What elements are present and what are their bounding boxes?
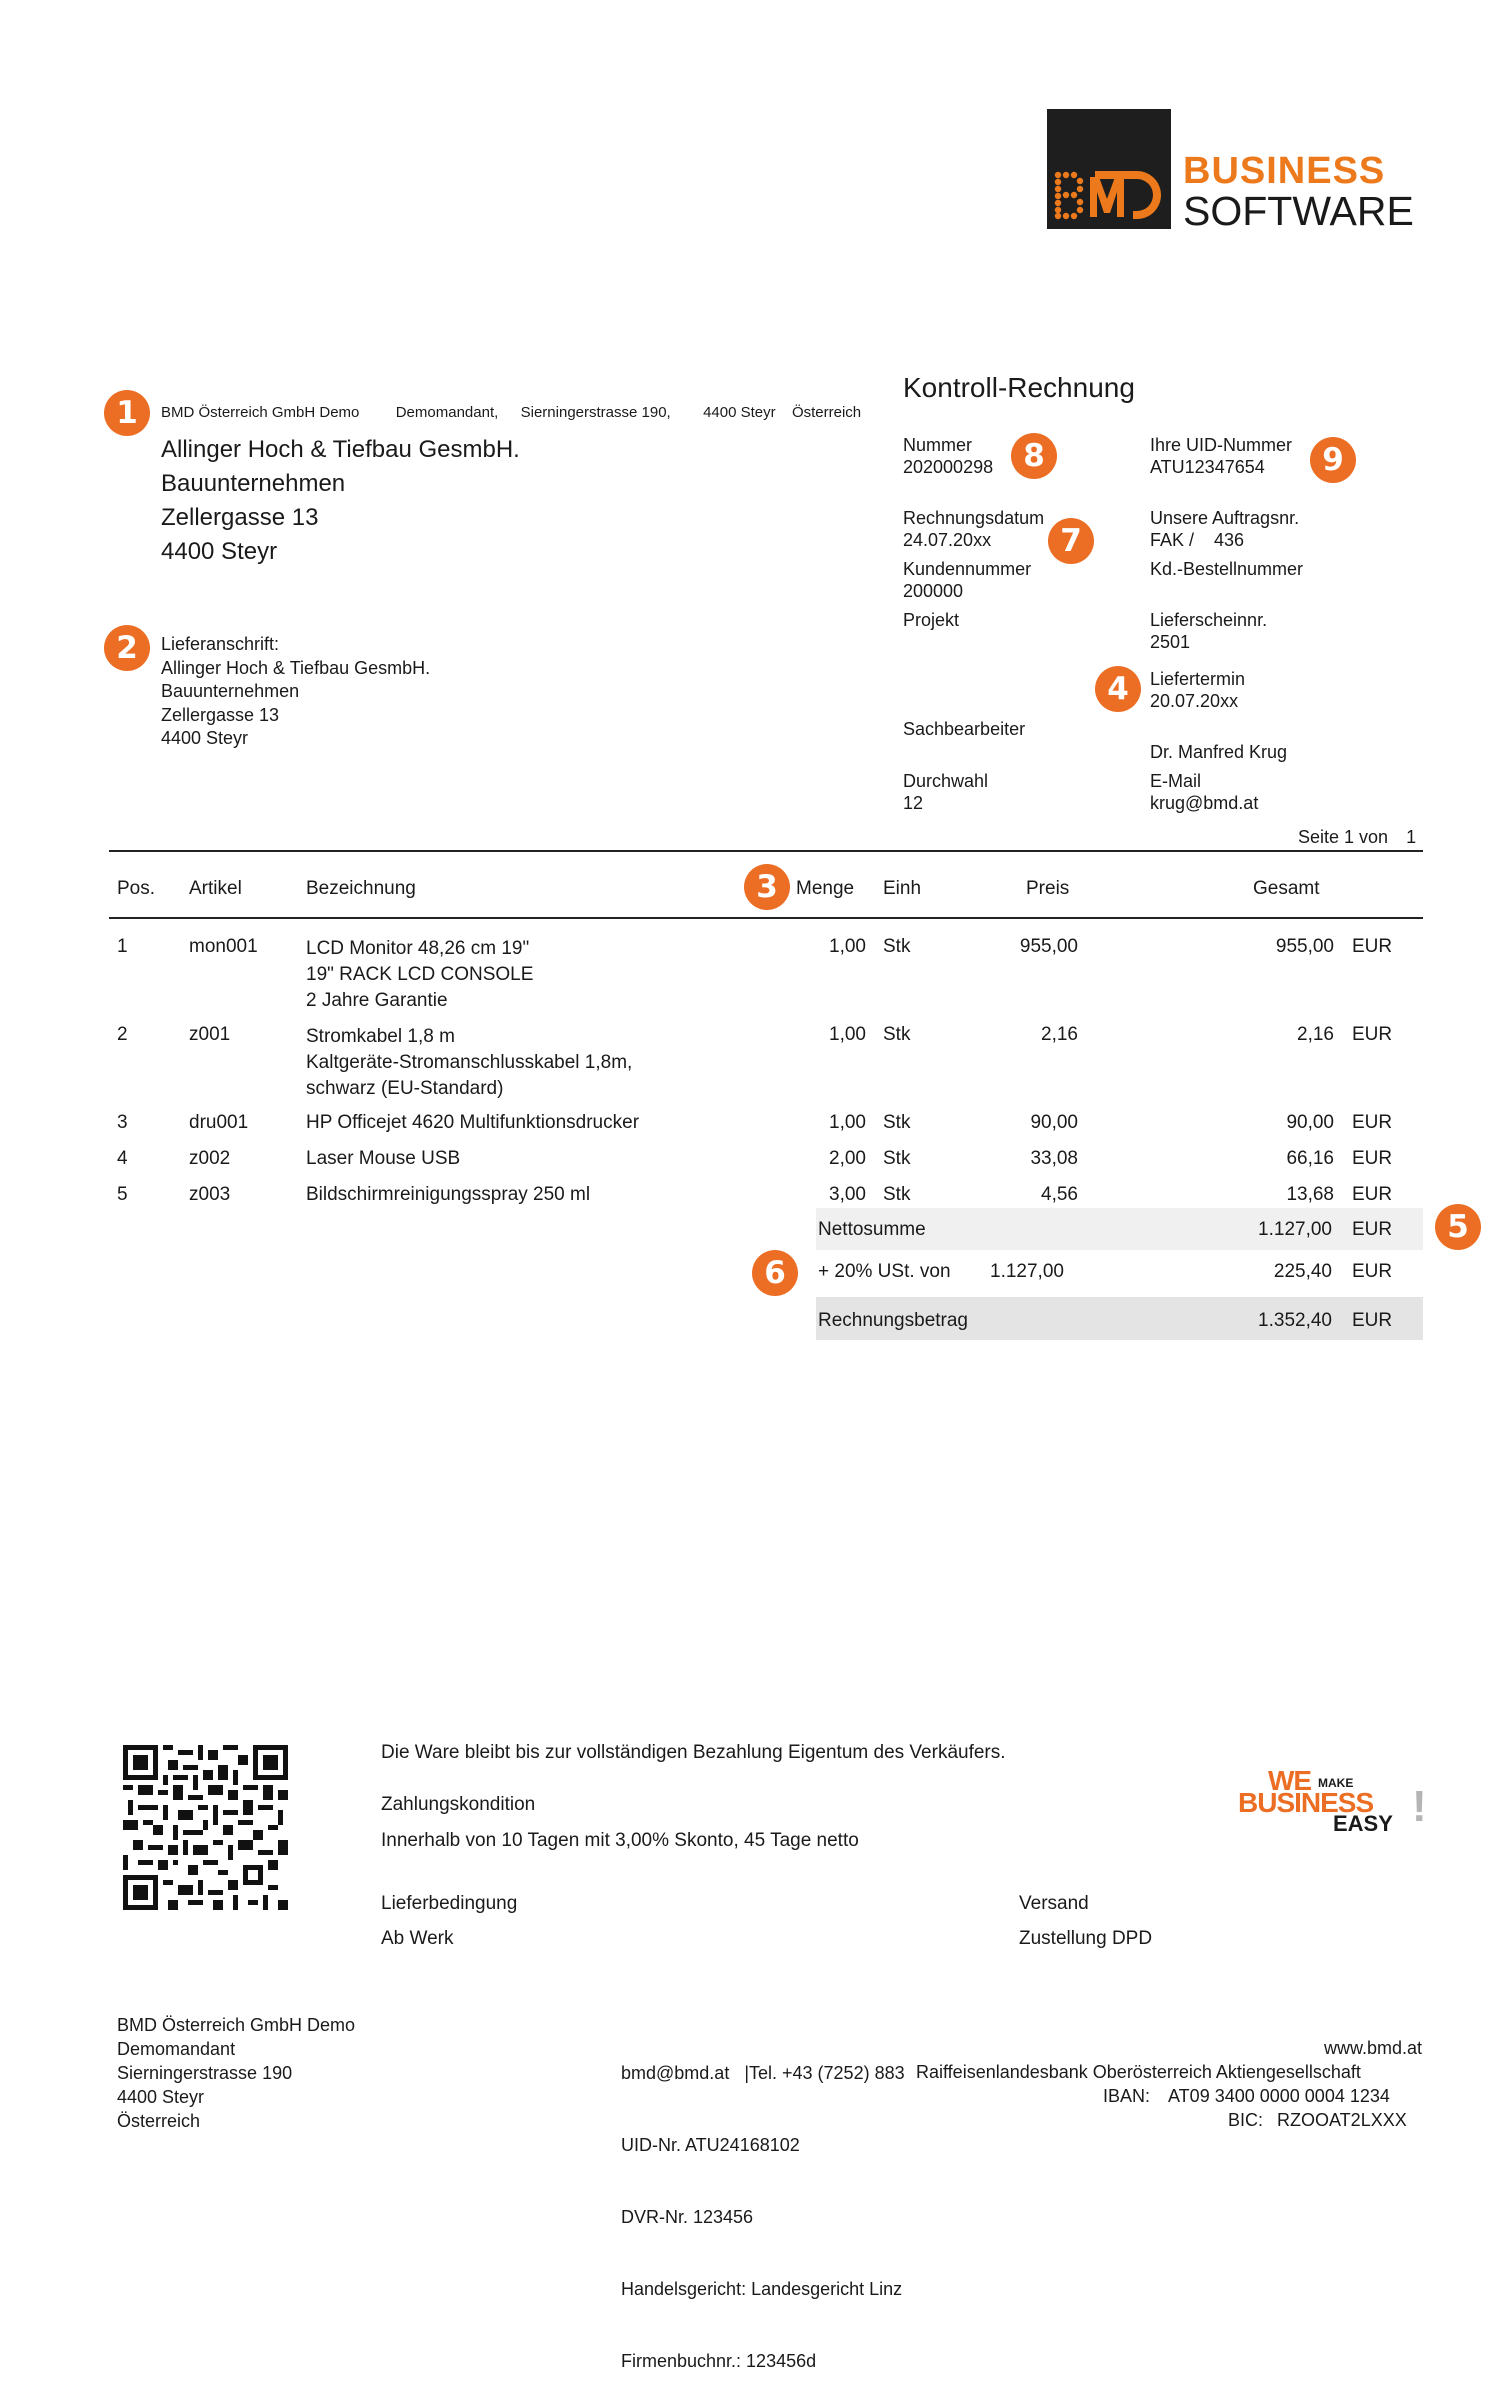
sender-client: Demomandant, xyxy=(395,404,499,421)
net-total-currency: EUR xyxy=(1352,1219,1393,1240)
sender-street: Sierningerstrasse 190, xyxy=(520,404,671,421)
row-currency: EUR xyxy=(1352,1148,1393,1169)
footer-website-link[interactable]: www.bmd.at xyxy=(1323,2038,1422,2058)
email-label: E-Mail xyxy=(1150,771,1202,791)
uid-value: ATU12347654 xyxy=(1150,457,1265,477)
order-number-value: FAK / 436 xyxy=(1150,530,1245,550)
delivery-date-value: 20.07.20xx xyxy=(1150,691,1239,711)
payment-terms-value: Innerhalb von 10 Tagen mit 3,00% Skonto, 45 Tage netto xyxy=(381,1830,859,1851)
recipient-line: Allinger Hoch & Tiefbau GesmbH. xyxy=(161,436,520,463)
project-label: Projekt xyxy=(903,610,960,630)
footer-line: BMD Österreich GmbH Demo xyxy=(117,2015,356,2035)
email-value: krug@bmd.at xyxy=(1150,793,1259,813)
slogan-business: BUSINESS xyxy=(1238,1787,1374,1818)
iban-label: IBAN: xyxy=(1103,2086,1151,2106)
slogan-make: MAKE xyxy=(1318,1776,1354,1790)
extension-label: Durchwahl xyxy=(903,771,989,791)
row-article: z001 xyxy=(189,1024,231,1045)
shipping-label: Versand xyxy=(1019,1893,1089,1914)
vat-value: 225,40 xyxy=(1273,1261,1332,1282)
delivery-terms-label: Lieferbedingung xyxy=(381,1893,518,1914)
annotation-badge-8: 8 xyxy=(1011,433,1057,479)
annotation-badge-5: 5 xyxy=(1435,1204,1481,1250)
uid-label: Ihre UID-Nummer xyxy=(1150,435,1293,455)
delivery-line: 4400 Steyr xyxy=(161,728,249,748)
row-currency: EUR xyxy=(1352,936,1393,957)
row-total: 90,00 xyxy=(1286,1112,1334,1133)
delivery-note-label: Lieferscheinnr. xyxy=(1150,610,1268,630)
row-unit: Stk xyxy=(883,936,911,957)
sender-company: BMD Österreich GmbH Demo xyxy=(161,404,360,421)
row-unit: Stk xyxy=(883,1148,911,1169)
row-article: z002 xyxy=(189,1148,231,1169)
delivery-line: Zellergasse 13 xyxy=(161,704,280,725)
net-total-value: 1.127,00 xyxy=(1258,1219,1332,1240)
row-price: 33,08 xyxy=(1030,1148,1078,1169)
delivery-note-value: 2501 xyxy=(1150,632,1191,652)
row-currency: EUR xyxy=(1352,1184,1393,1205)
row-price: 4,56 xyxy=(1041,1184,1078,1205)
footer-company-address xyxy=(117,2013,355,2133)
row-pos: 4 xyxy=(117,1148,128,1169)
shipping-value: Zustellung DPD xyxy=(1019,1928,1153,1949)
logo-business-text: BUSINESS xyxy=(1183,150,1386,192)
row-unit: Stk xyxy=(883,1112,911,1133)
gross-total-currency: EUR xyxy=(1352,1310,1393,1331)
footer-line: Sierningerstrasse 190 xyxy=(117,2063,293,2083)
row-total: 66,16 xyxy=(1286,1148,1334,1169)
col-header-price: Preis xyxy=(1026,878,1070,899)
footer-line: Demomandant xyxy=(117,2039,236,2059)
row-description-line: Kaltgeräte-Stromanschlusskabel 1,8m, xyxy=(306,1052,633,1073)
order-number-label: Unsere Auftragsnr. xyxy=(1150,508,1300,528)
annotation-badge-9: 9 xyxy=(1310,437,1356,483)
delivery-date-label: Liefertermin xyxy=(1150,669,1246,689)
table-top-rule xyxy=(109,850,1423,852)
sender-line xyxy=(161,404,861,421)
annotation-badge-3: 3 xyxy=(744,864,790,910)
footer-iban xyxy=(1103,2085,1390,2107)
page-total: 1 xyxy=(1406,827,1417,847)
footer-court: Handelsgericht: Landesgericht Linz xyxy=(621,2279,903,2299)
payment-terms-label: Zahlungskondition xyxy=(381,1794,536,1815)
clerk-label: Sachbearbeiter xyxy=(903,719,1026,739)
row-qty: 3,00 xyxy=(829,1184,866,1205)
customer-number-value: 200000 xyxy=(903,581,964,601)
row-description-line: Stromkabel 1,8 m xyxy=(306,1026,455,1047)
row-qty: 1,00 xyxy=(829,1112,866,1133)
retention-notice: Die Ware bleibt bis zur vollständigen Bezahlung Eigentum des Verkäufers. xyxy=(381,1742,1006,1763)
row-description: HP Officejet 4620 Multifunktionsdrucker xyxy=(306,1112,640,1133)
footer-register: Firmenbuchnr.: 123456d xyxy=(621,2351,817,2371)
row-pos: 5 xyxy=(117,1184,128,1205)
row-description: Laser Mouse USB xyxy=(306,1148,461,1169)
annotation-badge-7: 7 xyxy=(1048,518,1094,564)
row-article: mon001 xyxy=(189,936,258,957)
bmd-letters-icon xyxy=(1047,109,1171,229)
annotation-badge-6: 6 xyxy=(752,1250,798,1296)
row-pos: 3 xyxy=(117,1112,128,1133)
gross-total-value: 1.352,40 xyxy=(1258,1310,1332,1331)
po-number-label: Kd.-Bestellnummer xyxy=(1150,559,1304,579)
col-header-pos: Pos. xyxy=(117,878,156,899)
row-total: 955,00 xyxy=(1275,936,1334,957)
row-total: 13,68 xyxy=(1286,1184,1334,1205)
page-label: Seite 1 von xyxy=(1298,827,1389,847)
row-price: 90,00 xyxy=(1030,1112,1078,1133)
delivery-address xyxy=(161,633,430,751)
row-description-line: 2 Jahre Garantie xyxy=(306,990,448,1011)
clerk-name: Dr. Manfred Krug xyxy=(1150,742,1288,762)
row-price: 955,00 xyxy=(1019,936,1078,957)
row-article: z003 xyxy=(189,1184,231,1205)
slogan-exclamation: ! xyxy=(1412,1782,1427,1831)
bmd-logo-mark xyxy=(1047,109,1171,229)
invoice-number-value: 202000298 xyxy=(903,457,994,477)
gross-total-label: Rechnungsbetrag xyxy=(818,1310,968,1331)
col-header-unit: Einh xyxy=(883,878,922,899)
row-qty: 1,00 xyxy=(829,1024,866,1045)
invoice-date-value: 24.07.20xx xyxy=(903,530,992,550)
annotation-badge-1: 1 xyxy=(104,390,150,436)
row-currency: EUR xyxy=(1352,1112,1393,1133)
footer-contact[interactable]: bmd@bmd.at |Tel. +43 (7252) 883 xyxy=(621,2063,905,2083)
row-pos: 1 xyxy=(117,936,128,957)
row-description-line: schwarz (EU-Standard) xyxy=(306,1078,504,1099)
table-header-rule xyxy=(109,917,1423,919)
footer-dvr: DVR-Nr. 123456 xyxy=(621,2207,754,2227)
row-unit: Stk xyxy=(883,1184,911,1205)
col-header-qty: Menge xyxy=(796,878,855,899)
vat-label: + 20% USt. von xyxy=(818,1261,951,1282)
annotation-badge-4: 4 xyxy=(1095,666,1141,712)
sender-city: 4400 Steyr xyxy=(703,404,776,421)
row-qty: 2,00 xyxy=(829,1148,866,1169)
row-price: 2,16 xyxy=(1041,1024,1078,1045)
delivery-line: Bauunternehmen xyxy=(161,681,300,701)
row-qty: 1,00 xyxy=(829,936,866,957)
delivery-line: Allinger Hoch & Tiefbau GesmbH. xyxy=(161,657,431,678)
invoice-number-label: Nummer xyxy=(903,435,973,455)
customer-number-label: Kundennummer xyxy=(903,559,1032,579)
qr-code-icon xyxy=(123,1745,288,1910)
iban-value: AT09 3400 0000 0004 1234 xyxy=(1168,2086,1390,2106)
col-header-total: Gesamt xyxy=(1253,878,1320,899)
row-description xyxy=(306,936,533,1014)
vat-currency: EUR xyxy=(1352,1261,1393,1282)
footer-bank-name: Raiffeisenlandesbank Oberösterreich Aktiengesellschaft xyxy=(916,2062,1361,2082)
row-description: Bildschirmreinigungsspray 250 ml xyxy=(306,1184,591,1205)
recipient-line: Zellergasse 13 xyxy=(161,504,319,531)
bic-value: RZOOAT2LXXX xyxy=(1277,2110,1407,2130)
delivery-terms-value: Ab Werk xyxy=(381,1928,454,1949)
slogan-easy: EASY xyxy=(1333,1811,1393,1836)
col-header-description: Bezeichnung xyxy=(306,878,416,899)
row-description xyxy=(306,1024,632,1102)
slogan-we: WE xyxy=(1268,1765,1312,1796)
row-article: dru001 xyxy=(189,1112,249,1133)
col-header-article: Artikel xyxy=(189,878,242,899)
sender-country: Österreich xyxy=(791,404,862,421)
row-unit: Stk xyxy=(883,1024,911,1045)
bic-label: BIC: xyxy=(1228,2110,1264,2130)
footer-bic xyxy=(1228,2109,1407,2131)
row-total: 2,16 xyxy=(1297,1024,1334,1045)
footer-company-registration xyxy=(621,2013,905,2397)
invoice-date-label: Rechnungsdatum xyxy=(903,508,1045,528)
footer-line: Österreich xyxy=(117,2111,201,2131)
logo-software-text: SOFTWARE xyxy=(1183,188,1414,234)
row-description-line: LCD Monitor 48,26 cm 19" xyxy=(306,938,530,959)
recipient-line: 4400 Steyr xyxy=(161,538,278,565)
annotation-badge-2: 2 xyxy=(104,625,150,671)
net-total-label: Nettosumme xyxy=(818,1219,926,1240)
row-description-line: 19" RACK LCD CONSOLE xyxy=(306,964,534,985)
row-currency: EUR xyxy=(1352,1024,1393,1045)
vat-base: 1.127,00 xyxy=(990,1261,1064,1282)
extension-value: 12 xyxy=(903,793,924,813)
footer-line: 4400 Steyr xyxy=(117,2087,205,2107)
row-pos: 2 xyxy=(117,1024,128,1045)
we-make-business-easy-logo xyxy=(1238,1765,1428,1838)
recipient-line: Bauunternehmen xyxy=(161,470,346,497)
delivery-address-label: Lieferanschrift: xyxy=(161,634,280,654)
invoice-title: Kontroll-Rechnung xyxy=(903,372,1135,403)
footer-uid: UID-Nr. ATU24168102 xyxy=(621,2135,800,2155)
page-indicator xyxy=(1298,826,1416,848)
recipient-address xyxy=(161,433,520,569)
